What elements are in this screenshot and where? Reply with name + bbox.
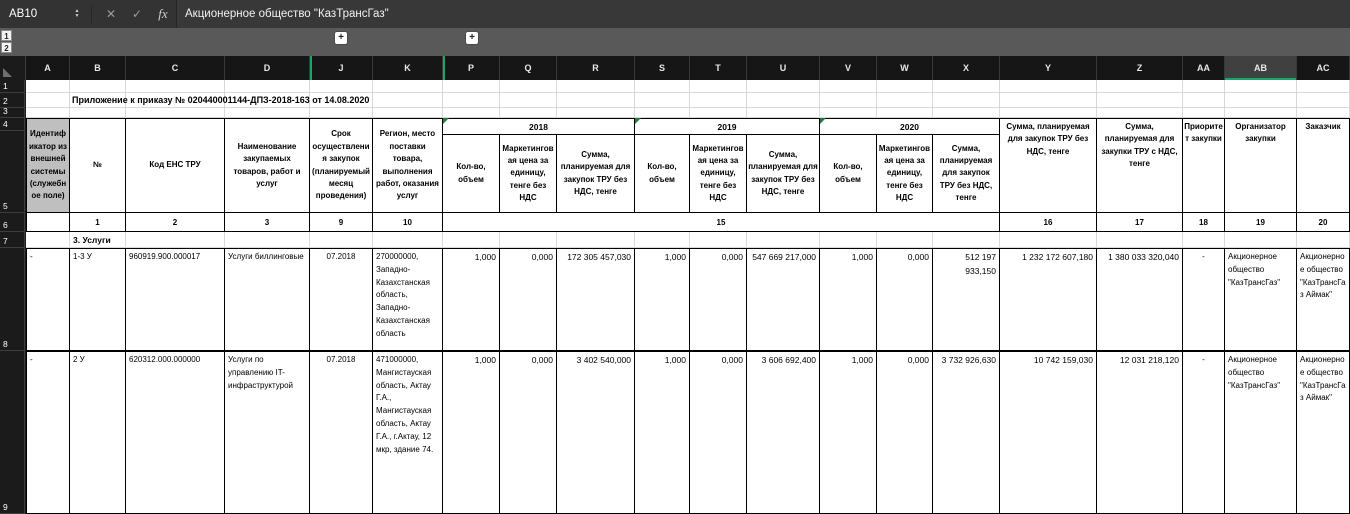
year-subheaders xyxy=(443,135,635,213)
cell-R8[interactable]: 172 305 457,030 xyxy=(557,248,635,351)
row-header-8[interactable]: 8 xyxy=(0,248,25,351)
cell[interactable] xyxy=(1225,232,1297,248)
data-row-8 xyxy=(26,248,1350,351)
cell-X8[interactable]: 512 197 933,150 xyxy=(933,248,1000,351)
year-subheader[interactable]: Кол-во, объем xyxy=(443,135,500,213)
cell[interactable] xyxy=(933,93,1000,108)
cell[interactable] xyxy=(820,93,877,108)
outline-level-2-button[interactable]: 2 xyxy=(1,42,12,53)
cell[interactable] xyxy=(690,108,747,118)
cell[interactable] xyxy=(877,108,933,118)
cell[interactable] xyxy=(373,108,443,118)
cell-C8[interactable]: 960919.900.000017 xyxy=(126,248,225,351)
cell-R9[interactable]: 3 402 540,000 xyxy=(557,351,635,514)
year-subheaders xyxy=(820,135,1000,213)
cell[interactable] xyxy=(877,232,933,248)
number-cell[interactable]: 17 xyxy=(1097,213,1183,232)
year-subheader[interactable]: Маркетинговая цена за единицу, тенге без НДС xyxy=(877,135,933,213)
cell[interactable] xyxy=(557,232,635,248)
cell[interactable] xyxy=(877,80,933,93)
cell[interactable] xyxy=(1097,80,1183,93)
header-cell-b[interactable]: № xyxy=(70,118,126,213)
sheet-row-7 xyxy=(26,232,1350,248)
header-cell-aa[interactable]: Приоритет закупки xyxy=(1183,118,1225,213)
column-header-row xyxy=(0,56,1350,80)
header-cell-c[interactable]: Код ЕНС ТРУ xyxy=(126,118,225,213)
cell[interactable] xyxy=(635,232,690,248)
year-group-2020 xyxy=(820,118,1000,213)
divider xyxy=(91,5,92,23)
cell-AA8[interactable]: - xyxy=(1183,248,1225,351)
year-header-2020[interactable]: 2020 xyxy=(820,118,1000,135)
outline-level-1-button[interactable]: 1 xyxy=(1,30,12,41)
sheet-row-2 xyxy=(26,93,1350,108)
cell-grid xyxy=(26,80,1350,514)
row-header-4[interactable]: 4 xyxy=(0,118,25,131)
cell-Z9[interactable]: 12 031 218,120 xyxy=(1097,351,1183,514)
cell[interactable] xyxy=(500,80,557,93)
cell[interactable] xyxy=(126,232,225,248)
cell[interactable] xyxy=(820,108,877,118)
cell[interactable] xyxy=(443,93,500,108)
cell-T9[interactable]: 0,000 xyxy=(690,351,747,514)
cell[interactable] xyxy=(500,232,557,248)
column-header-V[interactable]: V xyxy=(820,56,877,80)
cell[interactable] xyxy=(1297,108,1350,118)
row-header-6[interactable]: 6 xyxy=(0,213,25,232)
column-header-C[interactable]: C xyxy=(126,56,225,80)
number-cell[interactable]: 19 xyxy=(1225,213,1297,232)
cell[interactable] xyxy=(1225,80,1297,93)
cell-V9[interactable]: 1,000 xyxy=(820,351,877,514)
cell-A9[interactable]: - xyxy=(26,351,70,514)
column-header-A[interactable]: A xyxy=(26,56,70,80)
cell[interactable] xyxy=(877,93,933,108)
cell[interactable] xyxy=(225,108,310,118)
cell-J8[interactable]: 07.2018 xyxy=(310,248,373,351)
formula-bar xyxy=(0,0,1350,28)
row-headers xyxy=(0,80,26,514)
cell[interactable] xyxy=(635,80,690,93)
column-header-AA[interactable]: AA xyxy=(1183,56,1225,80)
year-subheader[interactable]: Кол-во, объем xyxy=(820,135,877,213)
header-cell-z[interactable]: Сумма, планируемая для закупки ТРУ с НДС, тенге xyxy=(1097,118,1183,213)
error-indicator-icon xyxy=(820,118,826,124)
year-subheader[interactable]: Кол-во, объем xyxy=(635,135,690,213)
column-header-U[interactable]: U xyxy=(747,56,820,80)
cell-Q8[interactable]: 0,000 xyxy=(500,248,557,351)
cell-AC8[interactable]: Акционерное общество "КазТрансГаз Аймак" xyxy=(1297,248,1350,351)
table-header-row xyxy=(26,118,1350,213)
sheet-body xyxy=(0,80,1350,514)
cell-AA9[interactable]: - xyxy=(1183,351,1225,514)
cell[interactable] xyxy=(26,108,70,118)
data-row-9 xyxy=(26,351,1350,514)
cell[interactable] xyxy=(225,232,310,248)
expand-group-button-2[interactable]: + xyxy=(466,32,478,44)
cell[interactable] xyxy=(26,232,70,248)
cell[interactable] xyxy=(1297,232,1350,248)
cell[interactable] xyxy=(557,80,635,93)
cell-W9[interactable]: 0,000 xyxy=(877,351,933,514)
column-header-R[interactable]: R xyxy=(557,56,635,80)
year-group-2019 xyxy=(635,118,820,213)
row-header-2[interactable]: 2 xyxy=(0,93,25,108)
number-cell[interactable]: 9 xyxy=(310,213,373,232)
cell[interactable] xyxy=(1000,80,1097,93)
cell[interactable] xyxy=(1297,93,1350,108)
row-header-3[interactable]: 3 xyxy=(0,108,25,118)
cell[interactable] xyxy=(443,80,500,93)
cell-AB9[interactable]: Акционерное общество "КазТрансГаз" xyxy=(1225,351,1297,514)
cell-S9[interactable]: 1,000 xyxy=(635,351,690,514)
cell[interactable] xyxy=(310,232,373,248)
cell[interactable] xyxy=(820,80,877,93)
cell[interactable] xyxy=(1183,108,1225,118)
cell[interactable] xyxy=(126,108,225,118)
row-header-1[interactable]: 1 xyxy=(0,80,25,93)
cell[interactable] xyxy=(1000,232,1097,248)
cell-C9[interactable]: 620312.000.000000 xyxy=(126,351,225,514)
error-indicator-icon xyxy=(443,118,449,124)
cell-U8[interactable]: 547 669 217,000 xyxy=(747,248,820,351)
cell-Y8[interactable]: 1 232 172 607,180 xyxy=(1000,248,1097,351)
column-header-Y[interactable]: Y xyxy=(1000,56,1097,80)
header-cell-j[interactable]: Срок осуществления закупок (планируемый месяц проведения) xyxy=(310,118,373,213)
cell[interactable] xyxy=(1183,93,1225,108)
row-header-5[interactable]: 5 xyxy=(0,131,25,213)
cell[interactable] xyxy=(635,93,690,108)
cell[interactable] xyxy=(1225,93,1297,108)
cell[interactable] xyxy=(1097,93,1183,108)
cell-A8[interactable]: - xyxy=(26,248,70,351)
cell[interactable] xyxy=(373,80,443,93)
year-header-2019[interactable]: 2019 xyxy=(635,118,820,135)
year-subheader[interactable]: Сумма, планируемая для закупок ТРУ без НДС, тенге xyxy=(557,135,635,213)
cell-Y9[interactable]: 10 742 159,030 xyxy=(1000,351,1097,514)
header-cell-ab[interactable]: Организатор закупки xyxy=(1225,118,1297,213)
spinner-up-icon[interactable]: ▲ xyxy=(74,8,80,14)
cell[interactable] xyxy=(747,232,820,248)
cell-B9[interactable]: 2 У xyxy=(70,351,126,514)
column-header-X[interactable]: X xyxy=(933,56,1000,80)
cell-X9[interactable]: 3 732 926,630 xyxy=(933,351,1000,514)
cell[interactable] xyxy=(933,108,1000,118)
outline-strip xyxy=(0,28,1350,56)
cell[interactable] xyxy=(1000,93,1097,108)
year-subheader[interactable]: Сумма, планируемая для закупок ТРУ без НДС, тенге xyxy=(933,135,1000,213)
cell-P9[interactable]: 1,000 xyxy=(443,351,500,514)
cell-S8[interactable]: 1,000 xyxy=(635,248,690,351)
cell[interactable] xyxy=(635,108,690,118)
column-header-W[interactable]: W xyxy=(877,56,933,80)
cell-Z8[interactable]: 1 380 033 320,040 xyxy=(1097,248,1183,351)
cell-AC9[interactable]: Акционерное общество "КазТрансГаз Аймак" xyxy=(1297,351,1350,514)
number-cell[interactable]: 20 xyxy=(1297,213,1350,232)
column-header-P[interactable]: P xyxy=(443,56,500,80)
header-cell-k[interactable]: Регион, место поставки товара, выполнения работ, оказания услуг xyxy=(373,118,443,213)
number-cell[interactable]: 3 xyxy=(225,213,310,232)
cell-D8[interactable]: Услуги биллинговые xyxy=(225,248,310,351)
select-all-button[interactable] xyxy=(0,56,26,80)
cell[interactable] xyxy=(1097,232,1183,248)
column-header-AC[interactable]: AC xyxy=(1297,56,1350,80)
cell[interactable] xyxy=(310,80,373,93)
column-header-B[interactable]: B xyxy=(70,56,126,80)
enter-icon[interactable]: ✓ xyxy=(131,7,143,21)
cell-B8[interactable]: 1-3 У xyxy=(70,248,126,351)
cell-Q9[interactable]: 0,000 xyxy=(500,351,557,514)
cell[interactable] xyxy=(1297,80,1350,93)
header-cell-ac[interactable]: Заказчик xyxy=(1297,118,1350,213)
number-cell[interactable]: 10 xyxy=(373,213,443,232)
cell-D9[interactable]: Услуги по управлению IT-инфраструктурой xyxy=(225,351,310,514)
spinner-down-icon[interactable]: ▼ xyxy=(74,13,80,19)
formula-input[interactable]: Акционерное общество "КазТрансГаз" xyxy=(176,0,1350,28)
number-cell[interactable] xyxy=(26,213,70,232)
cell[interactable] xyxy=(70,80,126,93)
cell[interactable] xyxy=(747,93,820,108)
error-indicator-icon xyxy=(635,118,641,124)
number-cell[interactable]: 16 xyxy=(1000,213,1097,232)
year-subheader[interactable]: Маркетинговая цена за единицу, тенге без НДС xyxy=(500,135,557,213)
name-box-spinner[interactable] xyxy=(69,9,85,19)
cell[interactable] xyxy=(1183,80,1225,93)
cell[interactable] xyxy=(26,93,70,108)
cell[interactable] xyxy=(933,80,1000,93)
cell-U9[interactable]: 3 606 692,400 xyxy=(747,351,820,514)
row-header-9[interactable]: 9 xyxy=(0,351,25,514)
column-header-S[interactable]: S xyxy=(635,56,690,80)
cell[interactable] xyxy=(1183,232,1225,248)
column-header-AB[interactable]: AB xyxy=(1225,56,1297,80)
number-cell[interactable]: 18 xyxy=(1183,213,1225,232)
cell[interactable] xyxy=(747,80,820,93)
cell-W8[interactable]: 0,000 xyxy=(877,248,933,351)
column-number-row xyxy=(26,213,1350,232)
cell[interactable] xyxy=(1000,108,1097,118)
cell[interactable] xyxy=(1225,108,1297,118)
cell[interactable] xyxy=(373,232,443,248)
number-cell[interactable]: 15 xyxy=(443,213,1000,232)
cell-P8[interactable]: 1,000 xyxy=(443,248,500,351)
cell-K9[interactable]: 471000000, Мангистауская область, Актау Г.А., Мангистауская область, Актау Г.А., г.Актау, 12 мкр, здание 74. xyxy=(373,351,443,514)
cell[interactable] xyxy=(557,93,635,108)
cell[interactable] xyxy=(70,108,126,118)
cell[interactable] xyxy=(500,108,557,118)
cell[interactable] xyxy=(820,232,877,248)
cell[interactable] xyxy=(500,93,557,108)
cell[interactable] xyxy=(126,80,225,93)
year-subheaders xyxy=(635,135,820,213)
cell[interactable] xyxy=(690,93,747,108)
name-box[interactable]: AB10 xyxy=(9,8,38,20)
number-cell[interactable]: 2 xyxy=(126,213,225,232)
year-subheader[interactable]: Маркетинговая цена за единицу, тенге без НДС xyxy=(690,135,747,213)
cell-J9[interactable]: 07.2018 xyxy=(310,351,373,514)
cell-K8[interactable]: 270000000, Западно-Казахстанская область, Западно-Казахстанская область xyxy=(373,248,443,351)
cell[interactable] xyxy=(1097,108,1183,118)
cancel-icon[interactable]: ✕ xyxy=(105,7,117,21)
column-header-Z[interactable]: Z xyxy=(1097,56,1183,80)
year-subheader[interactable]: Сумма, планируемая для закупок ТРУ без НДС, тенге xyxy=(747,135,820,213)
number-cell[interactable]: 1 xyxy=(70,213,126,232)
header-cell-a[interactable]: Идентификатор из внешней системы (служебное поле) xyxy=(26,118,70,213)
year-group-2018 xyxy=(443,118,635,213)
column-header-K[interactable]: K xyxy=(373,56,443,80)
sheet-row-1 xyxy=(26,80,1350,93)
expand-group-button-1[interactable]: + xyxy=(335,32,347,44)
section-label[interactable]: 3. Услуги xyxy=(70,232,126,248)
cell-V8[interactable]: 1,000 xyxy=(820,248,877,351)
cell[interactable] xyxy=(690,232,747,248)
cell[interactable] xyxy=(443,232,500,248)
cell[interactable] xyxy=(26,80,70,93)
cell[interactable] xyxy=(373,93,443,108)
cell[interactable] xyxy=(557,108,635,118)
column-header-T[interactable]: T xyxy=(690,56,747,80)
cell[interactable] xyxy=(933,232,1000,248)
appendix-note[interactable]: Приложение к приказу № 020440001144-ДПЗ-2018-163 от 14.08.2020 xyxy=(70,93,126,108)
cell-T8[interactable]: 0,000 xyxy=(690,248,747,351)
insert-function-icon[interactable]: fx xyxy=(158,6,168,21)
cell[interactable] xyxy=(225,80,310,93)
header-cell-y[interactable]: Сумма, планируемая для закупок ТРУ без НДС, тенге xyxy=(1000,118,1097,213)
header-cell-d[interactable]: Наименование закупаемых товаров, работ и услуг xyxy=(225,118,310,213)
year-header-2018[interactable]: 2018 xyxy=(443,118,635,135)
column-header-D[interactable]: D xyxy=(225,56,310,80)
cell-AB8[interactable]: Акционерное общество "КазТрансГаз" xyxy=(1225,248,1297,351)
cell[interactable] xyxy=(443,108,500,118)
cell[interactable] xyxy=(310,108,373,118)
sheet-row-3 xyxy=(26,108,1350,118)
column-header-J[interactable]: J xyxy=(310,56,373,80)
row-header-7[interactable]: 7 xyxy=(0,232,25,248)
cell[interactable] xyxy=(747,108,820,118)
cell[interactable] xyxy=(690,80,747,93)
column-headers xyxy=(26,56,1350,80)
column-header-Q[interactable]: Q xyxy=(500,56,557,80)
